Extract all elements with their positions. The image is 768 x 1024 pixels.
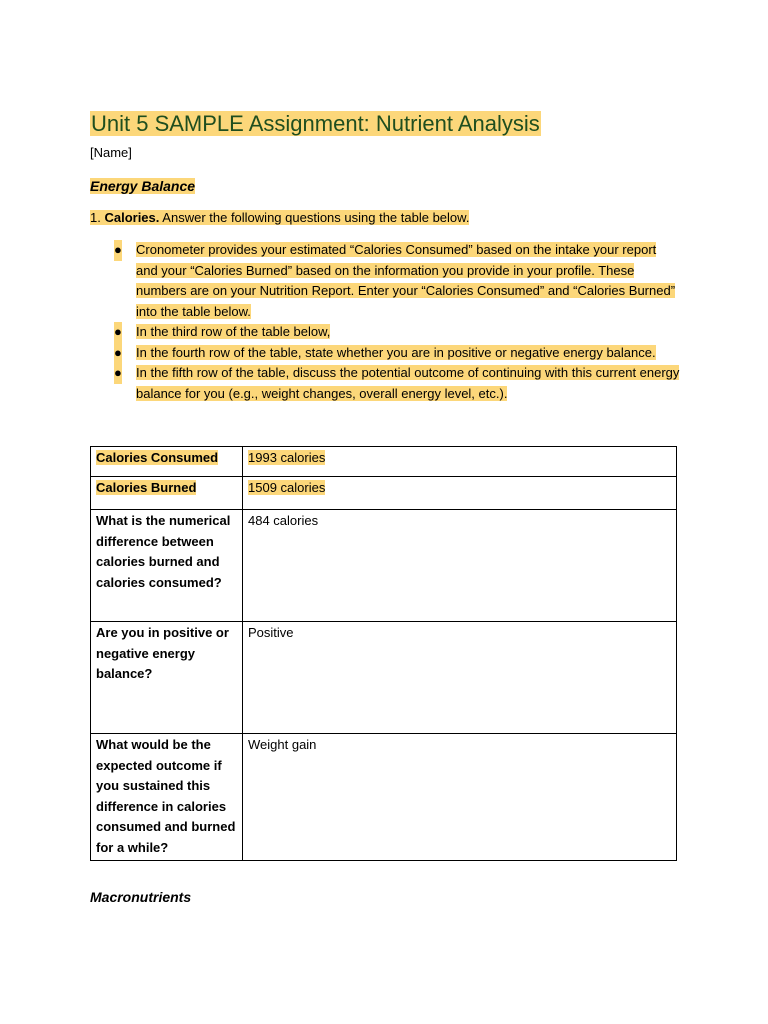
instruction-item <box>110 240 680 322</box>
row-value <box>243 477 677 510</box>
table-row <box>91 477 677 510</box>
instruction-text: Cronometer provides your estimated “Calories Consumed” based on the intake your report and your “Calories Burned” based on the information you provide in your profile. These numbers are on your Nutrition Report. Enter your “Calories Consumed” and “Calories Burned” into the table below. <box>136 242 676 319</box>
row-label-text: Calories Burned <box>96 480 197 495</box>
instruction-text: In the third row of the table below, <box>136 324 331 339</box>
question-1 <box>90 209 469 227</box>
row-value: 484 calories <box>243 510 677 622</box>
question-1-label: Calories. <box>104 210 160 225</box>
table-row <box>91 510 677 622</box>
instruction-item <box>110 322 680 343</box>
table-row <box>91 622 677 734</box>
name-placeholder: [Name] <box>90 145 132 160</box>
row-value-text: 1993 calories <box>248 450 326 465</box>
instruction-list <box>110 240 680 404</box>
bullet-icon: ● <box>114 343 122 364</box>
row-label: What would be the expected outcome if you sustained this difference in calories consumed and burned for a while? <box>91 734 243 861</box>
section-heading-energy-balance-text: Energy Balance <box>90 178 196 194</box>
instruction-item <box>110 343 680 364</box>
bullet-icon: ● <box>114 322 122 343</box>
row-label: What is the numerical difference between calories burned and calories consumed? <box>91 510 243 622</box>
document-title-text: Unit 5 SAMPLE Assignment: Nutrient Analysis <box>91 111 540 136</box>
bullet-icon: ● <box>114 240 122 261</box>
section-heading-energy-balance <box>90 176 195 196</box>
question-1-text: Answer the following questions using the table below. <box>162 210 470 225</box>
row-value: Positive <box>243 622 677 734</box>
document-title <box>90 108 541 140</box>
instruction-text: In the fourth row of the table, state whether you are in positive or negative energy balance. <box>136 344 656 360</box>
instruction-text: In the fifth row of the table, discuss the potential outcome of continuing with this current energy balance for you (e.g., weight changes, overall energy level, etc.). <box>136 365 680 401</box>
row-value: Weight gain <box>243 734 677 861</box>
instruction-item <box>110 363 680 404</box>
row-label <box>91 447 243 477</box>
row-value <box>243 447 677 477</box>
row-value-text: 1509 calories <box>248 480 326 495</box>
energy-balance-table <box>90 446 677 861</box>
row-label-text: Calories Consumed <box>96 450 219 465</box>
table-row <box>91 734 677 861</box>
section-heading-macronutrients: Macronutrients <box>90 889 192 905</box>
question-1-number: 1. <box>90 210 101 225</box>
table-row <box>91 447 677 477</box>
row-label <box>91 477 243 510</box>
bullet-icon: ● <box>114 363 122 384</box>
row-label: Are you in positive or negative energy balance? <box>91 622 243 734</box>
question-1-highlighted <box>90 210 469 225</box>
